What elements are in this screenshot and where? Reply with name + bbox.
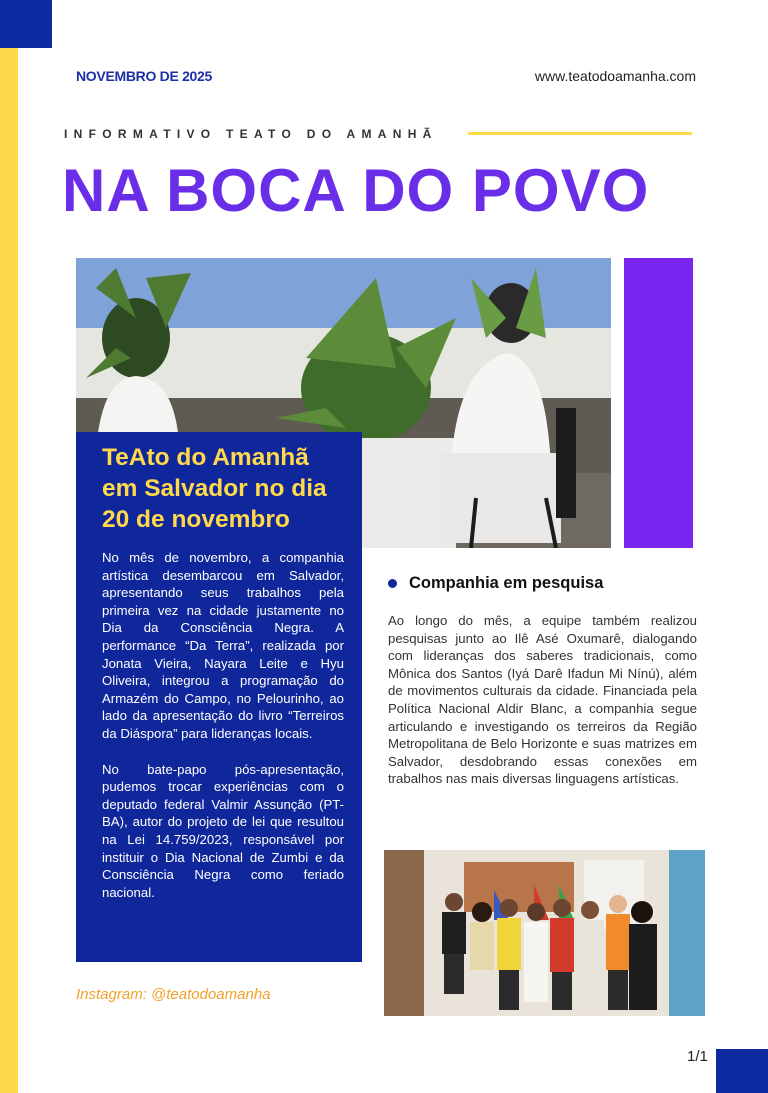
decor-corner-bottom-right <box>716 1049 768 1093</box>
page-number: 1/1 <box>687 1048 708 1065</box>
issue-date: NOVEMBRO DE 2025 <box>76 68 213 84</box>
decor-purple-block <box>624 258 693 548</box>
decor-left-stripe <box>0 48 18 1093</box>
group-photo <box>384 850 705 1016</box>
research-section-heading <box>388 574 603 593</box>
instagram-handle[interactable]: Instagram: @teatodoamanha <box>76 986 271 1003</box>
page-title: NA BOCA DO POVO <box>62 157 650 224</box>
newsletter-kicker: INFORMATIVO TEATO DO AMANHÃ <box>64 127 438 141</box>
kicker-divider <box>468 132 692 135</box>
feature-headline: TeAto do Amanhã em Salvador no dia 20 de novembro <box>102 444 327 533</box>
feature-card <box>76 432 362 962</box>
website-link[interactable]: www.teatodoamanha.com <box>534 68 696 84</box>
feature-paragraph-2: No bate-papo pós-apresentação, pudemos trocar experiências com o deputado federal Valmir Assunção (PT-BA), autor do projeto de lei que resultou na Lei 14.759/2023, responsável por instituir o Dia Nacional de Zumbi e da Consciência Negra como feriado nacional. <box>102 761 344 900</box>
decor-corner-top-left <box>0 0 52 48</box>
bullet-icon <box>388 579 397 588</box>
research-heading-text: Companhia em pesquisa <box>409 574 604 592</box>
feature-paragraph-1: No mês de novembro, a companhia artística desembarcou em Salvador, apresentando seus trabalhos pela primeira vez na cidade justamente no Dia da Consciência Negra. A performance “Da Terra”, realizada por Jonata Vieira, Nayara Leite e Hyu Oliveira, integrou a programação do Armazém do Campo, no Pelourinho, ao lado da apresentação do livro “Terreiros da Diáspora” para lideranças locais. <box>102 550 344 741</box>
research-paragraph: Ao longo do mês, a equipe também realizou pesquisas junto ao Ilê Asé Oxumarê, dialogando com lideranças dos saberes tradicionais, como Mônica dos Santos (Iyá Darê Ifadun Mi Nínú), além de movimentos culturais da cidade. Financiada pela Política Nacional Aldir Blanc, a companhia segue articulando e investigando os terreiros da Região Metropolitana de Belo Horizonte e suas matrizes em Salvador, desdobrando essas conexões em trabalhos nas mais diversas linguagens artísticas. <box>388 613 697 787</box>
